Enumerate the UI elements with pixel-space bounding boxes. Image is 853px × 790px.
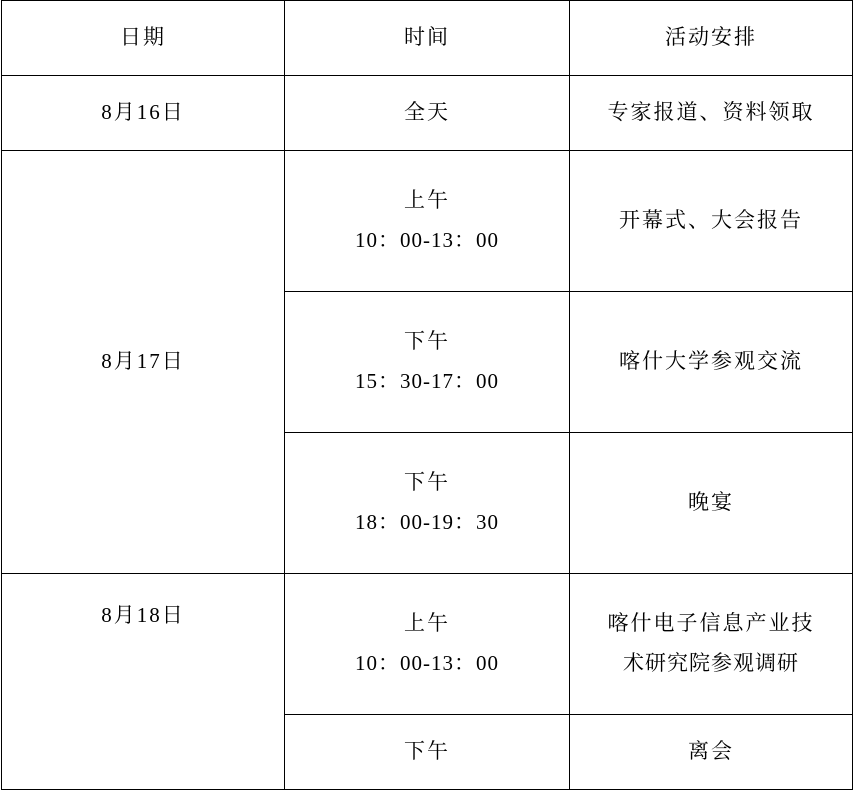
time-range: 10：00-13：00: [355, 228, 499, 252]
column-header-time: 时间: [285, 1, 570, 76]
time-range: 10：00-13：00: [355, 651, 499, 675]
time-period: 上午: [404, 188, 450, 213]
activity-line-2: 术研究院参观调研: [623, 651, 799, 675]
cell-date: 8月17日: [2, 151, 285, 574]
cell-activity: 开幕式、大会报告: [570, 151, 853, 292]
cell-date: 8月16日: [2, 76, 285, 151]
conference-schedule-table: [1, 0, 853, 790]
column-header-activity: 活动安排: [570, 1, 853, 76]
cell-activity: 喀什大学参观交流: [570, 292, 853, 433]
cell-time: [285, 292, 570, 433]
cell-time: [285, 151, 570, 292]
time-range: 15：30-17：00: [355, 369, 499, 393]
cell-activity: 离会: [570, 715, 853, 790]
activity-line-1: 喀什电子信息产业技: [607, 611, 815, 636]
table-row: [2, 151, 853, 292]
column-header-date: 日期: [2, 1, 285, 76]
cell-date: [2, 574, 285, 790]
table-row: [2, 574, 853, 715]
time-period: 下午: [404, 329, 450, 354]
table-row: [2, 76, 853, 151]
time-period: 上午: [404, 611, 450, 636]
cell-time: 全天: [285, 76, 570, 151]
cell-activity: 晚宴: [570, 433, 853, 574]
time-range: 18：00-19：30: [355, 510, 499, 534]
date-label: 8月18日: [101, 603, 185, 627]
cell-activity: 专家报道、资料领取: [570, 76, 853, 151]
table-header-row: [2, 1, 853, 76]
cell-activity: [570, 574, 853, 715]
cell-time: [285, 433, 570, 574]
cell-time: [285, 574, 570, 715]
cell-time: 下午: [285, 715, 570, 790]
time-period: 下午: [404, 470, 450, 495]
